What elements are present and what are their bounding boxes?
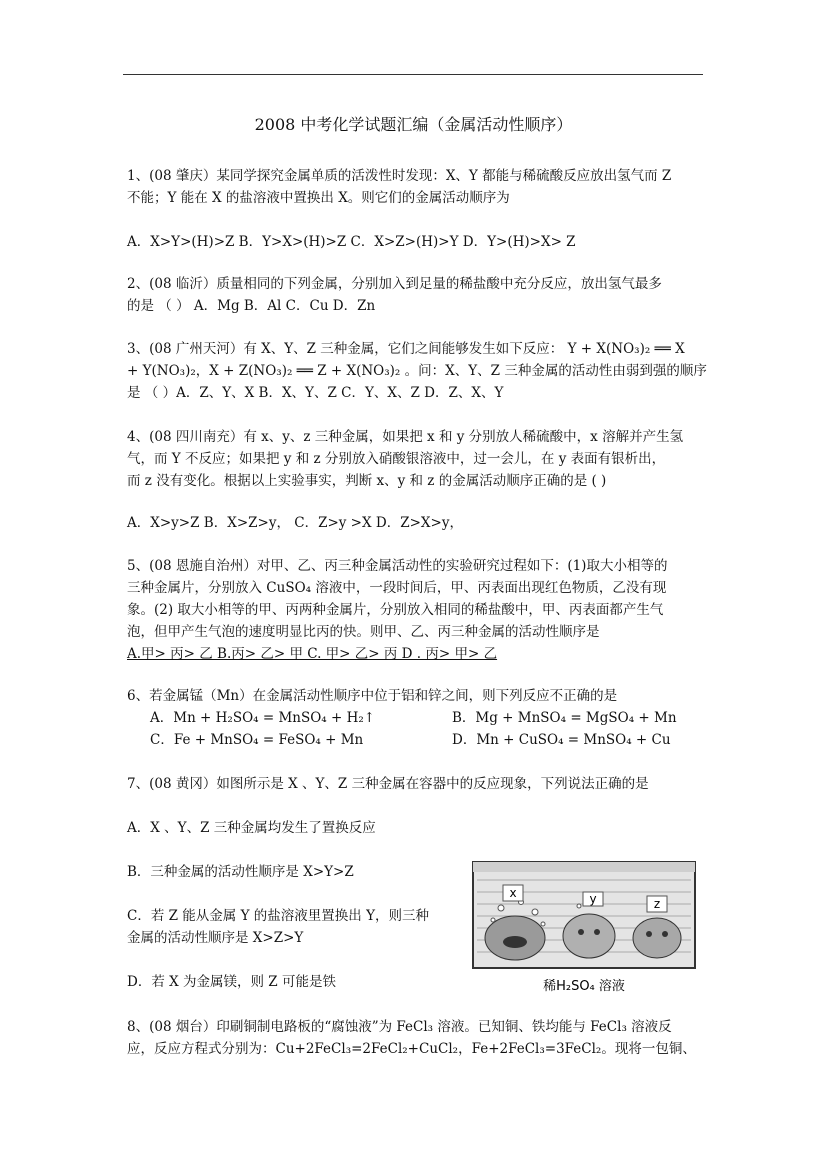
q6-option-c: C．Fe + MnSO₄ = FeSO₄ + Mn (150, 732, 364, 748)
q2-line2: 的是 （ ） A．Mg B．Al C．Cu D．Zn (127, 298, 376, 314)
q7-option-a: A．X 、Y、Z 三种金属均发生了置换反应 (127, 820, 376, 836)
q7-option-c-line2: 金属的活动性顺序是 X>Z>Y (127, 930, 304, 946)
q8-line2: 应，反应方程式分别为：Cu+2FeCl₃=2FeCl₂+CuCl₂，Fe+2FeCl₃=3FeCl₂。现将一包铜、 (127, 1041, 696, 1057)
header-rule (123, 74, 703, 75)
q8-line1: 8、(08 烟台）印刷铜制电路板的“腐蚀液”为 FeCl₃ 溶液。已知铜、铁均能与 FeCl₃ 溶液反 (127, 1019, 672, 1035)
page-title: 2008 中考化学试题汇编（金属活动性顺序） (254, 115, 573, 134)
q4-line1: 4、(08 四川南充）有 x、y、z 三种金属，如果把 x 和 y 分别放人稀硫酸中，x 溶解并产生氢 (127, 429, 684, 445)
q6-option-b: B．Mg + MnSO₄ = MgSO₄ + Mn (452, 710, 677, 726)
q5-options: A.甲> 丙> 乙 B.丙> 乙> 甲 C. 甲> 乙> 丙 D . 丙> 甲> 乙 (127, 646, 498, 662)
beaker-rim (473, 862, 695, 872)
q5-line3: 象。(2) 取大小相等的甲、丙两种金属片，分别放入相同的稀盐酸中，甲、丙表面都产生气 (127, 602, 664, 618)
q3-line2: + Y(NO₃)₂，X + Z(NO₃)₂ ══ Z + X(NO₃)₂ 。问：X、Y、Z 三种金属的活动性由弱到强的顺序 (127, 363, 707, 379)
q4-line3: 而 z 没有变化。根据以上实验事实，判断 x、y 和 z 的金属活动顺序正确的是 ( ) (127, 473, 607, 489)
reaction-container-figure (471, 858, 697, 998)
q4-line2: 气，而 Y 不反应；如果把 y 和 z 分别放入硝酸银溶液中，过一会儿，在 y 表面有银析出， (127, 451, 666, 467)
q5-line4: 泡，但甲产生气泡的速度明显比丙的快。则甲、乙、丙三种金属的活动性顺序是 (127, 624, 600, 640)
q1-options: A．X>Y>(H)>Z B．Y>X>(H)>Z C．X>Z>(H)>Y D．Y>(H)>X> Z (127, 234, 576, 250)
figure-caption: 稀H₂SO₄ 溶液 (543, 979, 625, 994)
q1-line2: 不能；Y 能在 X 的盐溶液中置换出 X。则它们的金属活动顺序为 (127, 190, 510, 206)
q7-line1: 7、(08 黄冈）如图所示是 X 、Y、Z 三种金属在容器中的反应现象，下列说法正确的是 (127, 776, 649, 792)
q5-line1: 5、(08 恩施自治州）对甲、乙、丙三种金属活动性的实验研究过程如下：(1)取大小相等的 (127, 558, 668, 574)
q7-option-c-line1: C．若 Z 能从金属 Y 的盐溶液里置换出 Y，则三种 (127, 908, 429, 924)
q2-line1: 2、(08 临沂）质量相同的下列金属，分别加入到足量的稀盐酸中充分反应，放出氢气最多 (127, 276, 662, 292)
q6-option-a: A．Mn + H₂SO₄ = MnSO₄ + H₂↑ (150, 710, 376, 726)
q5-line2: 三种金属片，分别放入 CuSO₄ 溶液中，一段时间后，甲、丙表面出现红色物质，乙没有现 (127, 580, 667, 596)
metal-z (633, 918, 681, 958)
q4-options: A．X>y>Z B．X>Z>y， C．Z>y >X D．Z>X>y， (127, 515, 463, 531)
q6-line1: 6、若金属锰（Mn）在金属活动性顺序中位于铝和锌之间，则下列反应不正确的是 (127, 688, 618, 704)
q7-option-b: B．三种金属的活动性顺序是 X>Y>Z (127, 864, 354, 880)
label-y: y (589, 892, 597, 906)
q3-line1: 3、(08 广州天河）有 X、Y、Z 三种金属，它们之间能够发生如下反应： Y + X(NO₃)₂ ══ X (127, 341, 685, 357)
label-x: x (509, 886, 517, 900)
q6-option-d: D．Mn + CuSO₄ = MnSO₄ + Cu (452, 732, 671, 748)
q1-line1: 1、(08 肇庆）某同学探究金属单质的活泼性时发现：X、Y 都能与稀硫酸反应放出氢气而 Z (127, 168, 672, 184)
q7-option-d: D．若 X 为金属镁，则 Z 可能是铁 (127, 974, 336, 990)
label-z: z (653, 897, 661, 911)
q3-line3: 是 （ ）A．Z、Y、X B．X、Y、Z C．Y、X、Z D．Z、X、Y (127, 385, 504, 401)
